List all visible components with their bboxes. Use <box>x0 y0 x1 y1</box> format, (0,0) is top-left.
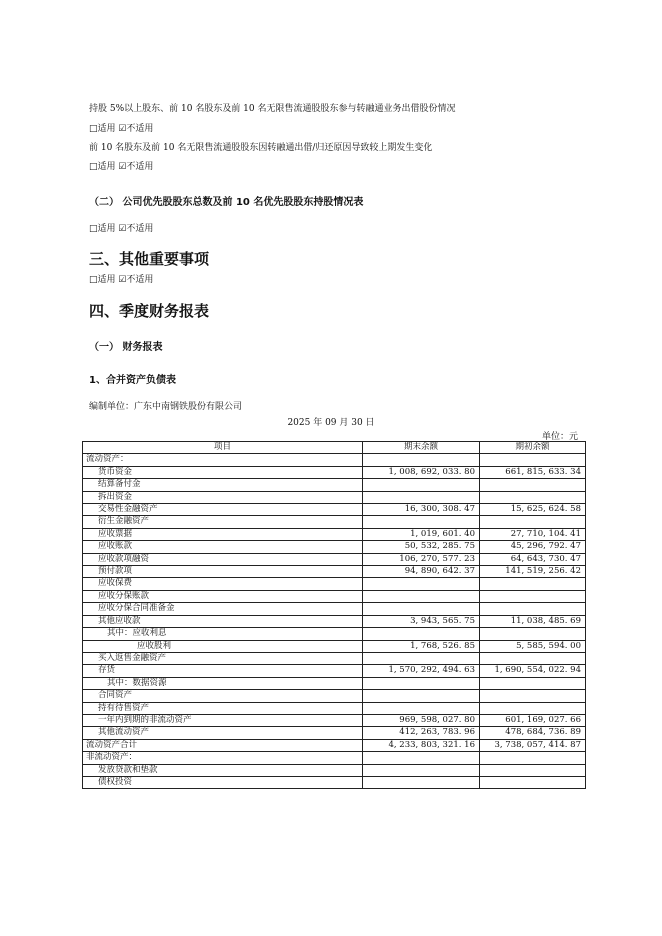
row-begin-balance: 1, 690, 554, 022. 94 <box>480 665 586 677</box>
row-label: 其他流动资产 <box>83 727 363 739</box>
preferred-section-check: □适用 ☑不适用 <box>89 224 154 234</box>
preferred-section-title: （二） 公司优先股股东总数及前 10 名优先股股东持股情况表 <box>89 197 364 208</box>
row-label: 应收股利 <box>83 640 363 652</box>
table-row <box>83 516 586 528</box>
row-begin-balance <box>480 491 586 503</box>
balance-sheet-title: 1、合并资产负债表 <box>89 375 176 386</box>
row-label: 其中：应收利息 <box>83 628 363 640</box>
row-label: 应收款项融资 <box>83 553 363 565</box>
table-row <box>83 764 586 776</box>
table-row <box>83 628 586 640</box>
row-end-balance <box>363 702 480 714</box>
section-three-check: □适用 ☑不适用 <box>89 275 154 285</box>
table-row <box>83 566 586 578</box>
row-end-balance <box>363 776 480 788</box>
row-end-balance <box>363 578 480 590</box>
section-three-title: 三、其他重要事项 <box>89 250 210 268</box>
row-end-balance: 94, 890, 642. 37 <box>363 566 480 578</box>
table-row <box>83 504 586 516</box>
row-label: 衍生金融资产 <box>83 516 363 528</box>
row-end-balance: 106, 270, 577. 23 <box>363 553 480 565</box>
table-row <box>83 776 586 788</box>
row-label: 结算备付金 <box>83 479 363 491</box>
row-label: 应收分保合同准备金 <box>83 603 363 615</box>
table-body <box>83 454 586 789</box>
balance-sheet-table <box>82 441 586 789</box>
header-begin-balance: 期初余额 <box>480 442 586 454</box>
row-label: 货币资金 <box>83 466 363 478</box>
row-begin-balance: 11, 038, 485. 69 <box>480 615 586 627</box>
row-end-balance: 16, 300, 308. 47 <box>363 504 480 516</box>
table-row <box>83 466 586 478</box>
row-begin-balance <box>480 677 586 689</box>
row-end-balance: 412, 263, 783. 96 <box>363 727 480 739</box>
lending-line-1-check: □适用 ☑不适用 <box>89 124 154 134</box>
row-end-balance <box>363 516 480 528</box>
row-label: 交易性金融资产 <box>83 504 363 516</box>
row-end-balance: 1, 570, 292, 494. 63 <box>363 665 480 677</box>
table-row <box>83 541 586 553</box>
row-end-balance: 969, 598, 027. 80 <box>363 714 480 726</box>
row-end-balance <box>363 603 480 615</box>
section-four-title: 四、季度财务报表 <box>89 302 210 320</box>
header-end-balance: 期末余额 <box>363 442 480 454</box>
row-begin-balance: 15, 625, 624. 58 <box>480 504 586 516</box>
row-end-balance <box>363 479 480 491</box>
row-begin-balance: 27, 710, 104. 41 <box>480 528 586 540</box>
row-begin-balance: 45, 296, 792. 47 <box>480 541 586 553</box>
table-row <box>83 590 586 602</box>
table-row <box>83 652 586 664</box>
table-row <box>83 677 586 689</box>
row-end-balance: 1, 768, 526. 85 <box>363 640 480 652</box>
table-row <box>83 702 586 714</box>
row-label: 应收票据 <box>83 528 363 540</box>
row-begin-balance: 601, 169, 027. 66 <box>480 714 586 726</box>
row-end-balance <box>363 628 480 640</box>
table-row <box>83 603 586 615</box>
row-label: 债权投资 <box>83 776 363 788</box>
table-row <box>83 739 586 751</box>
row-end-balance <box>363 764 480 776</box>
table-row <box>83 690 586 702</box>
row-end-balance <box>363 752 480 764</box>
row-label: 应收保费 <box>83 578 363 590</box>
report-date: 2025 年 09 月 30 日 <box>287 418 375 428</box>
row-end-balance <box>363 690 480 702</box>
row-label: 合同资产 <box>83 690 363 702</box>
row-end-balance <box>363 590 480 602</box>
row-label: 一年内到期的非流动资产 <box>83 714 363 726</box>
row-begin-balance: 3, 738, 057, 414. 87 <box>480 739 586 751</box>
row-label: 应收分保账款 <box>83 590 363 602</box>
table-row <box>83 553 586 565</box>
row-begin-balance: 661, 815, 633. 34 <box>480 466 586 478</box>
row-label: 流动资产合计 <box>83 739 363 751</box>
row-begin-balance <box>480 479 586 491</box>
row-begin-balance <box>480 590 586 602</box>
table-row <box>83 454 586 466</box>
row-begin-balance <box>480 776 586 788</box>
row-label: 存货 <box>83 665 363 677</box>
table-header-row <box>83 442 586 454</box>
row-begin-balance <box>480 752 586 764</box>
table-row <box>83 727 586 739</box>
row-begin-balance <box>480 454 586 466</box>
row-begin-balance <box>480 603 586 615</box>
row-label: 流动资产： <box>83 454 363 466</box>
row-begin-balance: 5, 585, 594. 00 <box>480 640 586 652</box>
row-end-balance: 50, 532, 285. 75 <box>363 541 480 553</box>
row-begin-balance <box>480 690 586 702</box>
row-begin-balance <box>480 628 586 640</box>
row-begin-balance <box>480 516 586 528</box>
row-end-balance: 4, 233, 803, 321. 16 <box>363 739 480 751</box>
row-begin-balance <box>480 578 586 590</box>
row-label: 应收账款 <box>83 541 363 553</box>
table-row <box>83 714 586 726</box>
lending-line-1: 持股 5%以上股东、前 10 名股东及前 10 名无限售流通股股东参与转融通业务出借股份情况 <box>89 104 456 114</box>
row-begin-balance <box>480 652 586 664</box>
table-row <box>83 752 586 764</box>
row-begin-balance <box>480 764 586 776</box>
row-begin-balance <box>480 702 586 714</box>
table-row <box>83 491 586 503</box>
row-end-balance <box>363 652 480 664</box>
row-label: 拆出资金 <box>83 491 363 503</box>
row-label: 预付款项 <box>83 566 363 578</box>
table-row <box>83 640 586 652</box>
table-row <box>83 615 586 627</box>
table-row <box>83 479 586 491</box>
row-end-balance <box>363 491 480 503</box>
lending-line-2-check: □适用 ☑不适用 <box>89 162 154 172</box>
row-end-balance <box>363 454 480 466</box>
row-label: 买入返售金融资产 <box>83 652 363 664</box>
row-end-balance <box>363 677 480 689</box>
row-begin-balance: 64, 643, 730. 47 <box>480 553 586 565</box>
row-label: 非流动资产： <box>83 752 363 764</box>
row-label: 发放贷款和垫款 <box>83 764 363 776</box>
table-row <box>83 528 586 540</box>
table-row <box>83 665 586 677</box>
row-end-balance: 3, 943, 565. 75 <box>363 615 480 627</box>
lending-line-2: 前 10 名股东及前 10 名无限售流通股股东因转融通出借/归还原因导致较上期发生变化 <box>89 143 433 153</box>
row-label: 其他应收款 <box>83 615 363 627</box>
row-label: 其中：数据资源 <box>83 677 363 689</box>
row-end-balance: 1, 019, 601. 40 <box>363 528 480 540</box>
table-row <box>83 578 586 590</box>
row-begin-balance: 141, 519, 256. 42 <box>480 566 586 578</box>
financial-statements-subtitle: （一） 财务报表 <box>89 342 163 353</box>
row-end-balance: 1, 008, 692, 033. 80 <box>363 466 480 478</box>
header-item: 项目 <box>83 442 363 454</box>
company-name: 编制单位：广东中南钢铁股份有限公司 <box>89 402 243 412</box>
row-label: 持有待售资产 <box>83 702 363 714</box>
row-begin-balance: 478, 684, 736. 89 <box>480 727 586 739</box>
currency-unit: 单位：元 <box>541 432 578 442</box>
